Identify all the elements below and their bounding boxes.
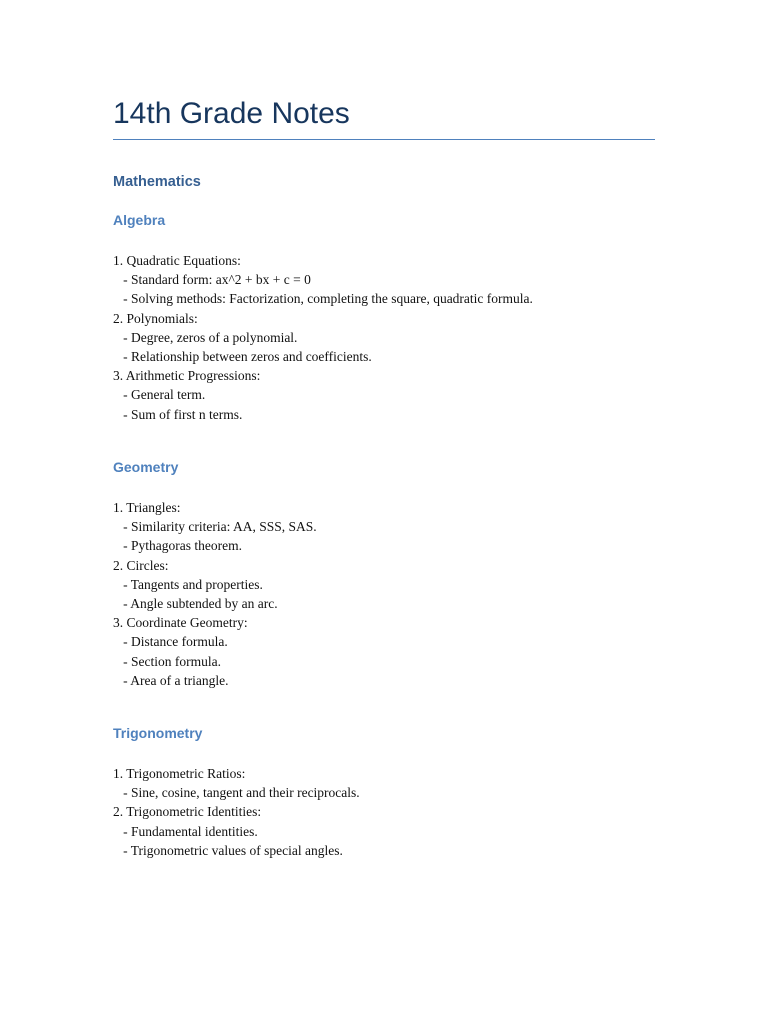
section-heading-algebra: Algebra: [113, 212, 166, 228]
list-item: - Solving methods: Factorization, completing the square, quadratic formula.: [113, 291, 533, 307]
list-item: - Section formula.: [113, 653, 221, 669]
list-item: 3. Coordinate Geometry:: [113, 615, 248, 631]
section-heading-geometry: Geometry: [113, 459, 179, 475]
list-item: - Similarity criteria: AA, SSS, SAS.: [113, 519, 317, 535]
section-heading-trigonometry: Trigonometry: [113, 725, 203, 741]
list-item: - Distance formula.: [113, 634, 228, 650]
list-item: - Pythagoras theorem.: [113, 538, 242, 554]
section-body-geometry: [113, 498, 317, 690]
list-item: - Relationship between zeros and coefficients.: [113, 348, 372, 364]
list-item: 2. Trigonometric Identities:: [113, 804, 262, 820]
list-item: - General term.: [113, 387, 206, 403]
list-item: 1. Quadratic Equations:: [113, 253, 241, 268]
list-item: 1. Trigonometric Ratios:: [113, 766, 246, 781]
list-item: 1. Triangles:: [113, 500, 181, 515]
list-item: - Degree, zeros of a polynomial.: [113, 329, 298, 345]
list-item: 2. Circles:: [113, 557, 169, 573]
list-item: - Fundamental identities.: [113, 823, 258, 839]
list-item: - Sine, cosine, tangent and their reciprocals.: [113, 785, 360, 801]
list-item: 2. Polynomials:: [113, 310, 198, 326]
section-body-trigonometry: [113, 764, 360, 860]
list-item: - Standard form: ax^2 + bx + c = 0: [113, 272, 311, 288]
section-body-algebra: [113, 251, 533, 424]
list-item: - Area of a triangle.: [113, 672, 229, 688]
list-item: - Tangents and properties.: [113, 576, 263, 592]
list-item: - Trigonometric values of special angles.: [113, 842, 343, 858]
title-underline: [113, 139, 655, 140]
document-title: 14th Grade Notes: [113, 97, 350, 130]
list-item: - Sum of first n terms.: [113, 406, 243, 422]
subject-heading: Mathematics: [113, 174, 201, 190]
list-item: 3. Arithmetic Progressions:: [113, 368, 261, 384]
list-item: - Angle subtended by an arc.: [113, 595, 278, 611]
